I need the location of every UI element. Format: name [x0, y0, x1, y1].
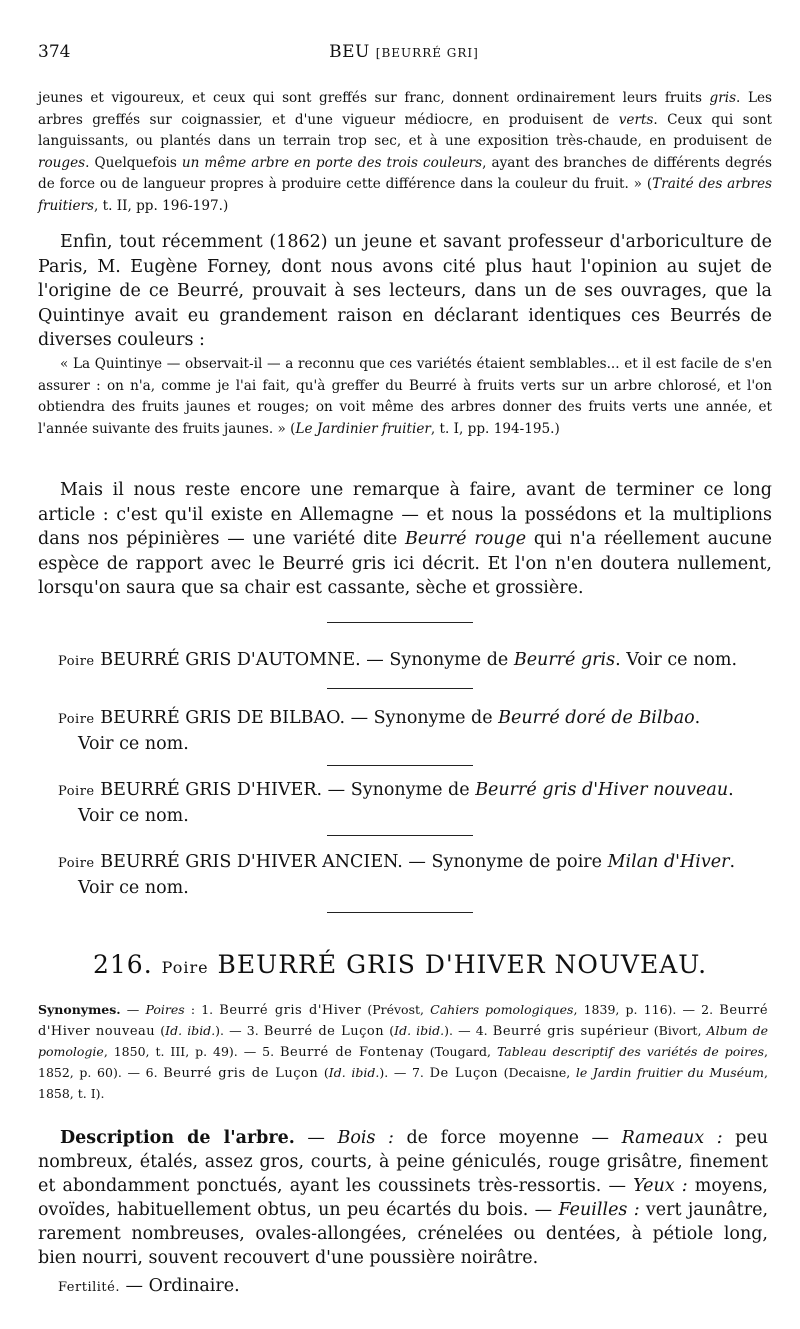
separator-rule	[327, 835, 473, 836]
fertilite-line: Fertilité. — Ordinaire.	[58, 1276, 240, 1296]
paragraph-beurre-rouge: Mais il nous reste encore une remarque à faire, avant de terminer ce long article : c'est qu'il existe en Allemagne — et nous la possédons et la multiplions dans nos pépinières — une variété dite Beurré rouge qui n'a réellement aucune espèce de rapport avec le Beurré gris ici décrit. Et l'on n'en doutera nullement, lorsqu'on saura que sa chair est cassante, sèche et grossière.	[38, 480, 772, 598]
running-head-main: BEU	[329, 42, 370, 62]
entry-beurre-gris-bilbao: Poire BEURRÉ GRIS DE BILBAO. — Synonyme de Beurré doré de Bilbao. Voir ce nom.	[58, 708, 701, 754]
running-head-bracket: [BEURRÉ GRI]	[375, 46, 479, 60]
quote-la-quintinye: jeunes et vigoureux, et ceux qui sont greffés sur franc, donnent ordinairement leurs fruits gris. Les arbres greffés sur coignassier, et d'une vigueur médiocre, en produisent de verts. Ceux qui sont languissants, ou plantés dans un terrain trop sec, et à une exposition très-chaude, en produisent de rouges. Quelquefois un même arbre en porte des trois couleurs, ayant des branches de différents degrés de force ou de langueur propres à produire cette différence dans la couleur du fruit. » (Traité des arbres fruitiers, t. II, pp. 196-197.)	[38, 90, 772, 214]
separator-rule	[327, 688, 473, 689]
synonymes-block: Synonymes. — Poires : 1. Beurré gris d'Hiver (Prévost, Cahiers pomologiques, 1839, p. 116). — 2. Beurré d'Hiver nouveau (Id. ibid.). — 3. Beurré de Luçon (Id. ibid.). — 4. Beurré gris supérieur (Bivort, Album de pomologie, 1850, t. III, p. 49). — 5. Beurré de Fontenay (Tougard, Tableau descriptif des variétés de poires, 1852, p. 60). — 6. Beurré gris de Luçon (Id. ibid.). — 7. De Luçon (Decaisne, le Jardin fruitier du Muséum, 1858, t. I).	[38, 1002, 769, 1101]
paragraph-forney: Enfin, tout récemment (1862) un jeune et savant professeur d'arboriculture de Paris, M. Eugène Forney, dont nous avons cité plus haut l'opinion au sujet de l'origine de ce Beurré, prouvait à ses lecteurs, dans un de ses ouvrages, que la Quintinye avait eu grandement raison en déclarant identiques ces Beurrés de diverses couleurs :	[38, 232, 772, 350]
running-head	[38, 42, 770, 62]
entry-beurre-gris-automne: Poire BEURRÉ GRIS D'AUTOMNE. — Synonyme de Beurré gris. Voir ce nom.	[58, 650, 738, 670]
separator-rule	[327, 912, 473, 913]
page-header	[38, 42, 770, 66]
entry-beurre-gris-hiver: Poire BEURRÉ GRIS D'HIVER. — Synonyme de Beurré gris d'Hiver nouveau. Voir ce nom.	[58, 780, 734, 826]
quote-forney: « La Quintinye — observait-il — a reconnu que ces variétés étaient semblables... et il est facile de s'en assurer : on n'a, comme je l'ai fait, qu'à greffer du Beurré à fruits verts sur un arbre chlorosé, et l'on obtiendra des fruits jaunes et rouges; on voit même des arbres donner des fruits verts une année, et l'année suivante des fruits jaunes. » (Le Jardinier fruitier, t. I, pp. 194-195.)	[38, 356, 772, 437]
entry-beurre-gris-hiver-ancien: Poire BEURRÉ GRIS D'HIVER ANCIEN. — Synonyme de poire Milan d'Hiver. Voir ce nom.	[58, 852, 736, 898]
separator-rule	[327, 622, 473, 623]
separator-rule	[327, 765, 473, 766]
description-arbre: Description de l'arbre. — Bois : de force moyenne — Rameaux : peu nombreux, étalés, assez gros, courts, à peine géniculés, rouge grisâtre, finement et abondamment ponctués, ayant les coussinets très-ressortis. — Yeux : moyens, ovoïdes, habituellement obtus, un peu écartés du bois. — Feuilles : vert jaunâtre, rarement nombreuses, ovales-allongées, crénelées ou dentées, à pétiole long, bien nourri, souvent recouvert d'une poussière noirâtre.	[38, 1128, 769, 1268]
section-title-216: 216. Poire BEURRÉ GRIS D'HIVER NOUVEAU.	[92, 950, 708, 979]
page-number: 374	[38, 42, 71, 62]
